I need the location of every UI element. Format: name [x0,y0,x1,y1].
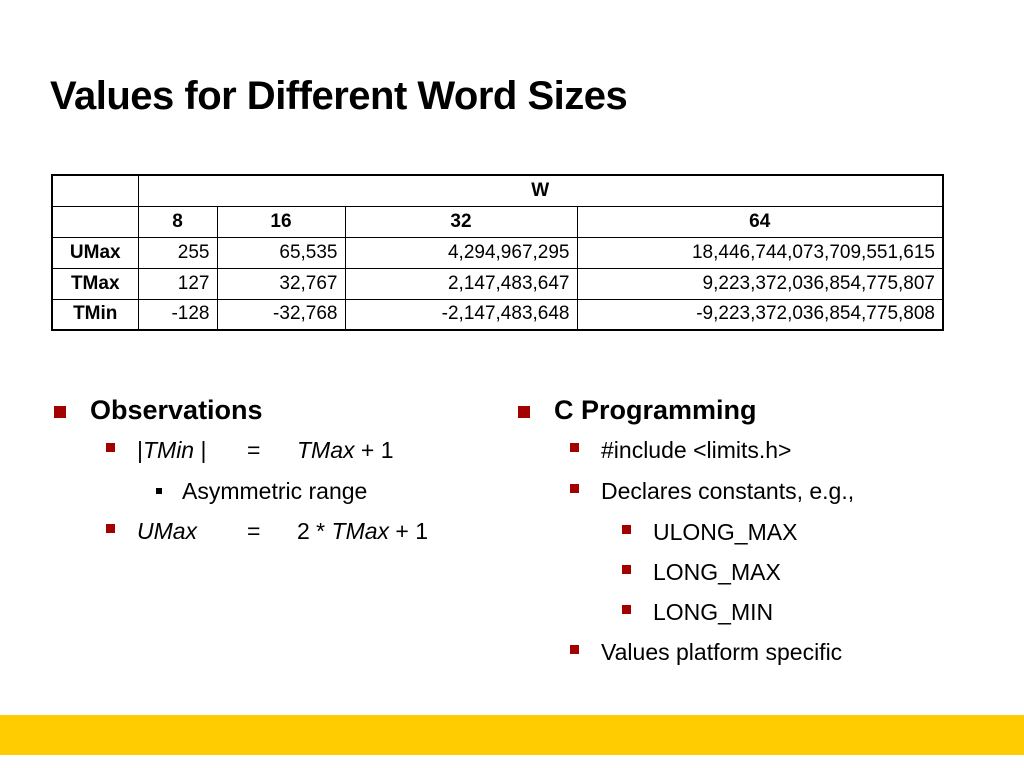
table-cell: -9,223,372,036,854,775,808 [577,299,943,330]
list-item [518,430,854,471]
asymmetric-range-text: Asymmetric range [182,477,368,504]
square-bullet-icon [54,406,66,418]
table-cell: 18,446,744,073,709,551,615 [577,237,943,268]
list-item [518,471,854,512]
table-cell: 4,294,967,295 [345,237,577,268]
c-programming-column [518,390,854,673]
table-cell: 32,767 [217,268,345,299]
square-bullet-icon [570,443,579,452]
constant-name: ULONG_MAX [653,518,798,545]
table-header-row [52,175,943,206]
table-row [52,268,943,299]
c-programming-heading: C Programming [554,394,757,425]
list-item [518,632,854,673]
square-bullet-icon [622,525,631,534]
observations-heading: Observations [90,394,263,425]
equation-rhs: TMax + 1 [297,437,394,463]
table-corner-cell [52,206,138,237]
row-label: UMax [52,237,138,268]
declares-constants-text: Declares constants, e.g., [601,478,855,504]
row-label: TMax [52,268,138,299]
table-cell: 9,223,372,036,854,775,807 [577,268,943,299]
table-corner-cell [52,175,138,206]
square-bullet-icon [518,406,530,418]
equals-sign: = [247,518,261,544]
width-header: 64 [577,206,943,237]
tmin-equation [137,437,394,464]
row-label: TMin [52,299,138,330]
square-bullet-icon [622,605,631,614]
word-size-table [51,174,944,331]
table-cell: 65,535 [217,237,345,268]
slide-title: Values for Different Word Sizes [50,74,628,118]
c-programming-heading-item [518,390,854,430]
constant-name: LONG_MAX [653,558,781,585]
table-cell: 255 [138,237,217,268]
umax-equation [137,518,428,545]
list-item [54,471,428,511]
equation-lhs: |TMin | [137,437,207,463]
equation-rhs: 2 * TMax + 1 [297,518,429,544]
width-header: 32 [345,206,577,237]
constant-name: LONG_MIN [653,598,774,625]
list-item [518,512,854,552]
equation-lhs: UMax [137,518,198,544]
list-item [54,511,428,552]
square-bullet-icon [570,484,579,493]
w-group-header: W [138,175,943,206]
table-width-row [52,206,943,237]
table-row [52,237,943,268]
observations-heading-item [54,390,428,430]
width-header: 8 [138,206,217,237]
table-row [52,299,943,330]
table-cell: -128 [138,299,217,330]
platform-specific-text: Values platform specific [601,639,843,665]
table-cell: -32,768 [217,299,345,330]
width-header: 16 [217,206,345,237]
include-text: #include <limits.h> [601,437,792,463]
equals-sign: = [247,437,261,463]
list-item [518,592,854,632]
footer-bar [0,715,1024,755]
list-item [518,552,854,592]
square-bullet-icon [106,443,115,452]
table-cell: -2,147,483,648 [345,299,577,330]
table-cell: 127 [138,268,217,299]
list-item [54,430,428,471]
table-cell: 2,147,483,647 [345,268,577,299]
square-bullet-icon [570,645,579,654]
small-square-bullet-icon [156,488,162,494]
square-bullet-icon [106,524,115,533]
square-bullet-icon [622,565,631,574]
observations-column [54,390,428,552]
